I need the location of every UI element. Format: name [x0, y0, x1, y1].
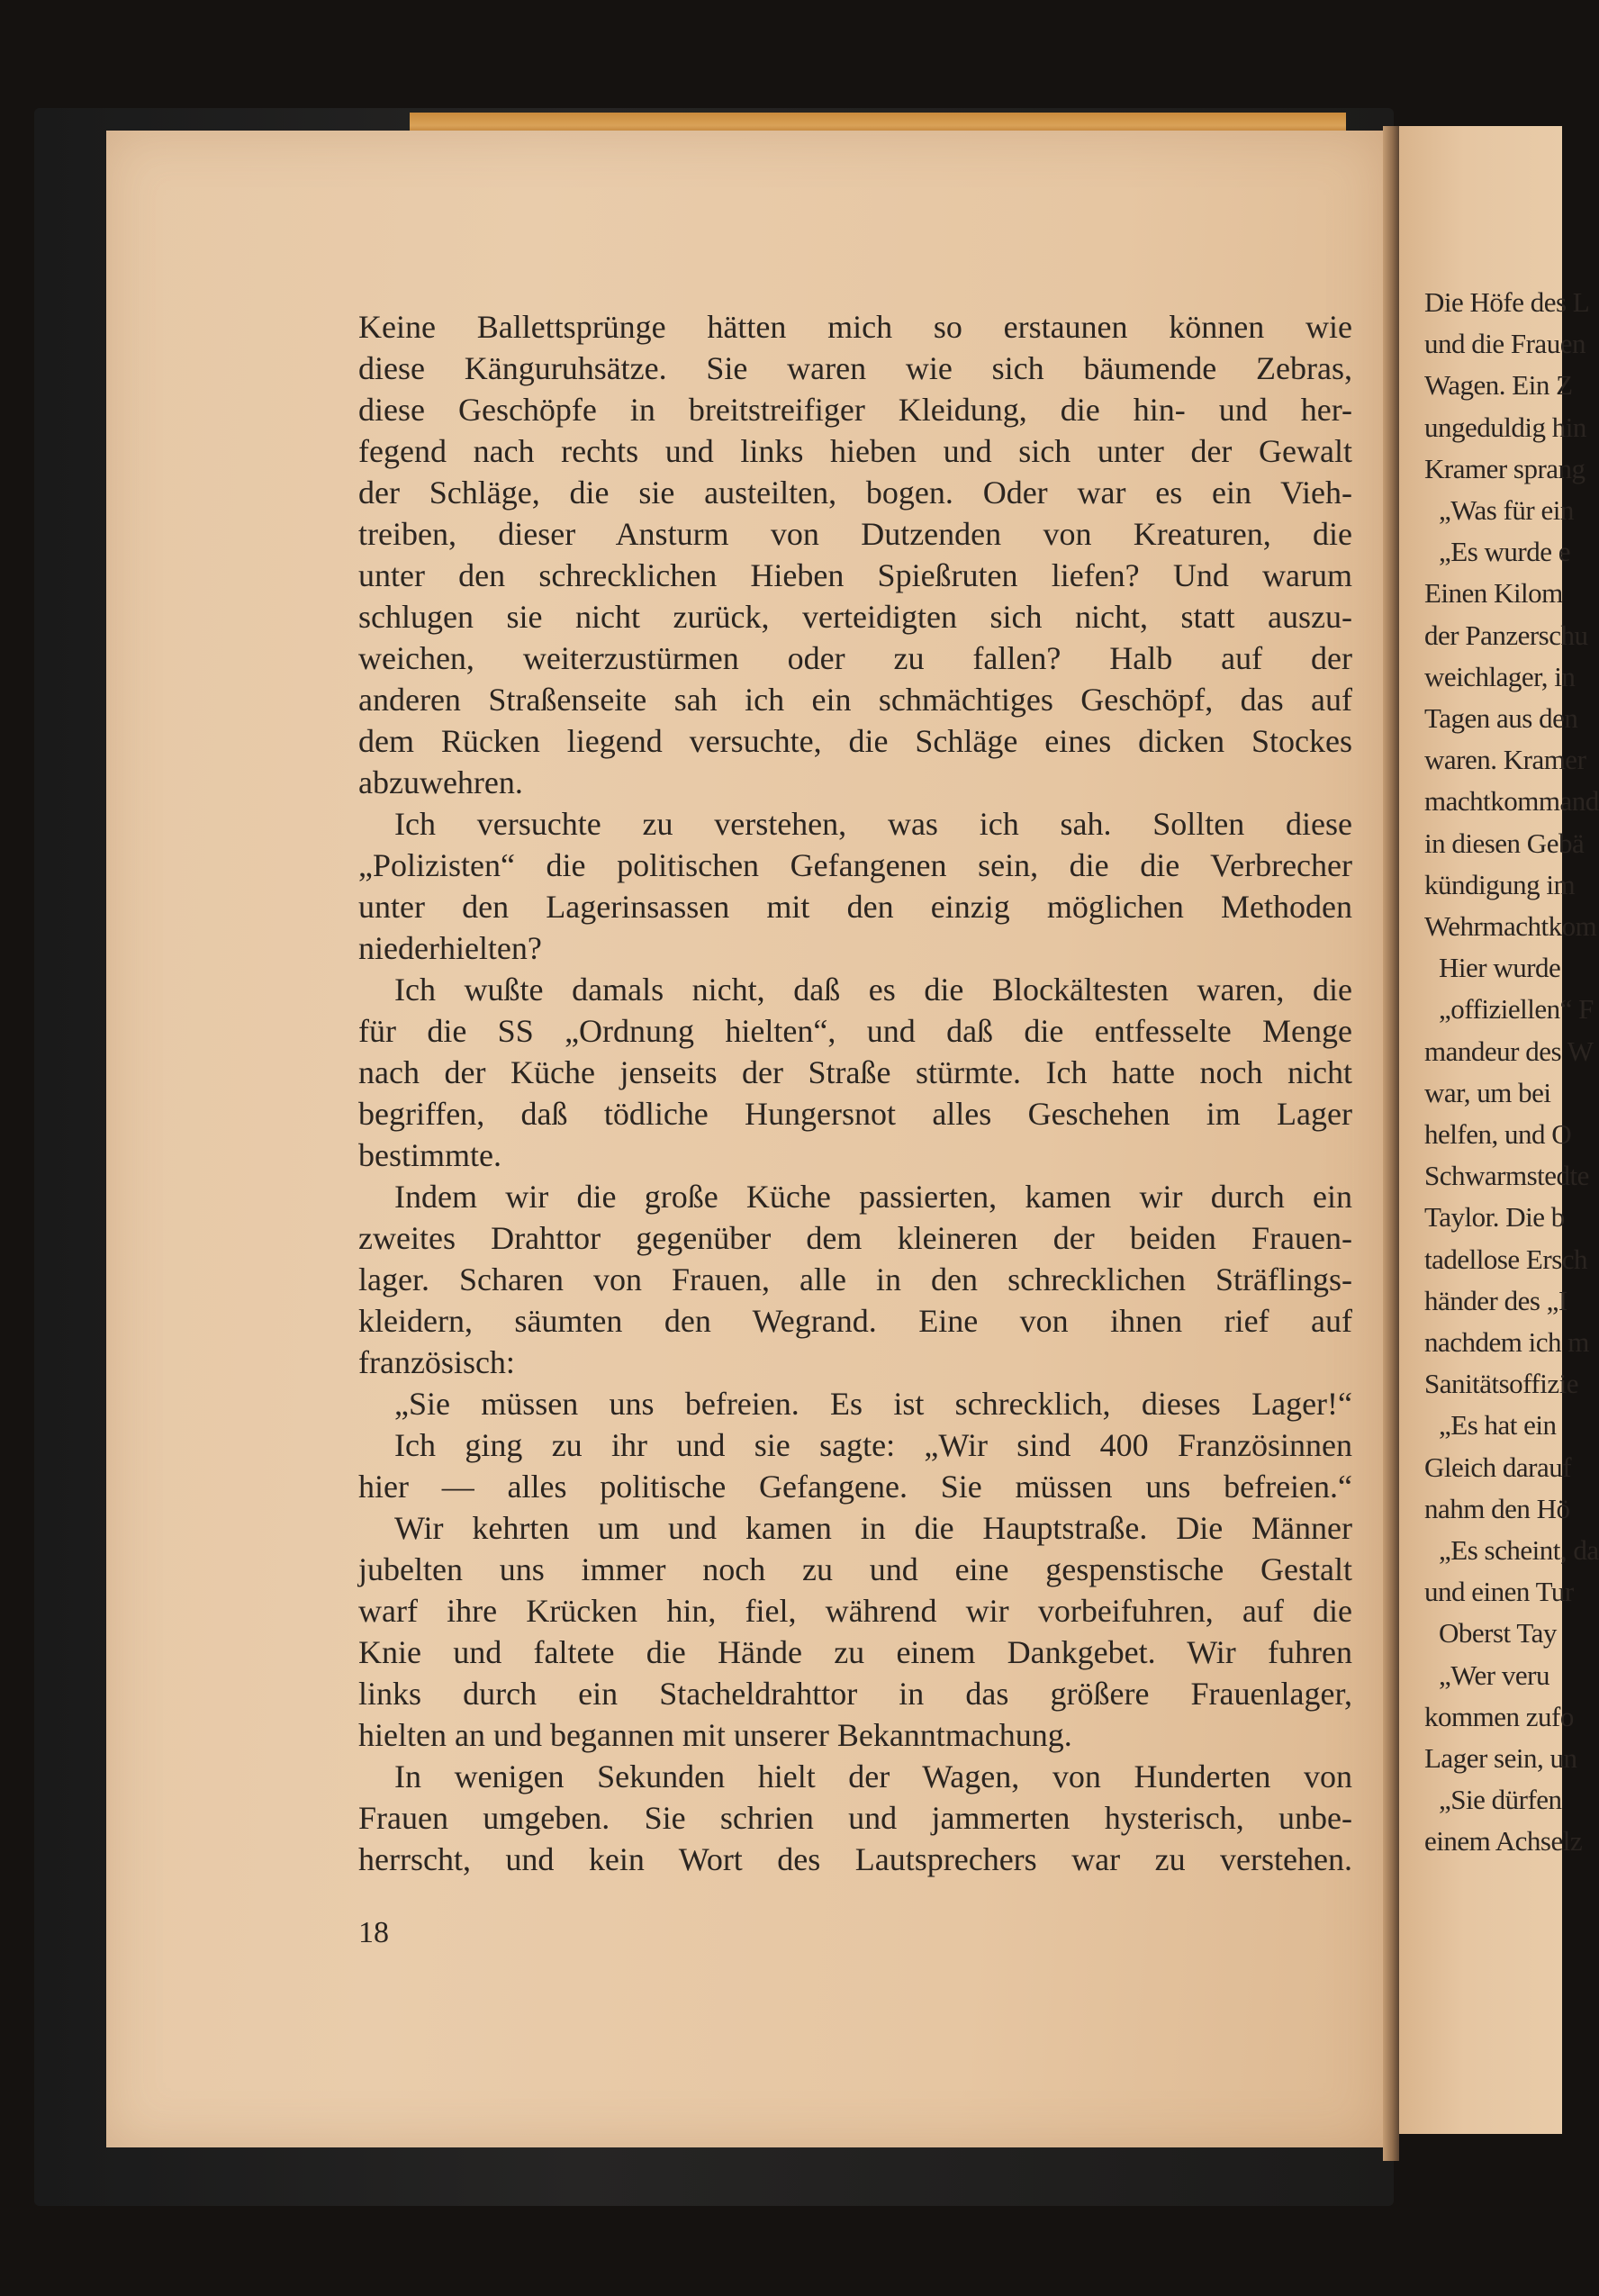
- right-page-line: „Es wurde e: [1439, 536, 1570, 568]
- right-page-line: Wagen. Ein Z: [1424, 369, 1573, 402]
- right-page-line: machtkommand: [1424, 785, 1599, 818]
- text-line: links durch ein Stacheldrahttor in das größere Frauenlager,: [358, 1676, 1352, 1712]
- right-page-line: mandeur des W: [1424, 1035, 1594, 1067]
- text-line: warf ihre Krücken hin, fiel, während wir vorbeifuhren, auf die: [358, 1593, 1352, 1629]
- text-line: Knie und faltete die Hände zu einem Dankgebet. Wir fuhren: [358, 1634, 1352, 1670]
- text-line: Frauen umgeben. Sie schrien und jammerten hysterisch, unbe-: [358, 1800, 1352, 1836]
- right-page-line: weichlager, in: [1424, 660, 1576, 692]
- right-page-line: Tagen aus den: [1424, 702, 1578, 734]
- text-line: Ich wußte damals nicht, daß es die Blockältesten waren, die: [394, 972, 1352, 1008]
- text-line: „Sie müssen uns befreien. Es ist schrecklich, dieses Lager!“: [394, 1386, 1352, 1422]
- text-line: weichen, weiterzustürmen oder zu fallen? Halb auf der: [358, 640, 1352, 676]
- text-line: Wir kehrten um und kamen in die Hauptstraße. Die Männer: [394, 1510, 1352, 1546]
- text-line: anderen Straßenseite sah ich ein schmächtiges Geschöpf, das auf: [358, 682, 1352, 718]
- right-page-line: helfen, und O: [1424, 1118, 1572, 1150]
- text-line: unter den schrecklichen Hieben Spießruten liefen? Und warum: [358, 557, 1352, 593]
- right-page-line: der Panzerschu: [1424, 619, 1588, 651]
- right-page-line: kündigung im: [1424, 868, 1576, 900]
- text-line: zweites Drahttor gegenüber dem kleineren der beiden Frauen-: [358, 1220, 1352, 1256]
- text-line: niederhielten?: [358, 930, 542, 966]
- right-page-line: „offiziellen“ F: [1439, 993, 1594, 1026]
- right-page-line: Hier wurde: [1439, 952, 1561, 984]
- right-page-line: Einen Kilom: [1424, 577, 1563, 610]
- text-line: hielten an und begannen mit unserer Bekanntmachung.: [358, 1717, 1072, 1753]
- right-page-line: „Wer veru: [1439, 1659, 1549, 1691]
- text-line: Keine Ballettsprünge hätten mich so erstaunen können wie: [358, 309, 1352, 345]
- right-page-line: war, um bei: [1424, 1076, 1551, 1108]
- text-line: dem Rücken liegend versuchte, die Schläge eines dicken Stockes: [358, 723, 1352, 759]
- right-page-line: Schwarmstedte: [1424, 1160, 1589, 1192]
- right-page-line: nahm den Hö: [1424, 1492, 1570, 1524]
- text-line: hier — alles politische Gefangene. Sie müssen uns befreien.“: [358, 1469, 1352, 1505]
- right-page-line: und einen Tur: [1424, 1576, 1574, 1608]
- right-page-line: Die Höfe des L: [1424, 286, 1590, 318]
- right-page-line: „Was für ein: [1439, 494, 1574, 526]
- text-line: diese Geschöpfe in breitstreifiger Kleidung, die hin- und her-: [358, 392, 1352, 428]
- text-line: Ich versuchte zu verstehen, was ich sah. Sollten diese: [394, 806, 1352, 842]
- text-line: jubelten uns immer noch zu und eine gespenstische Gestalt: [358, 1551, 1352, 1587]
- text-line: abzuwehren.: [358, 764, 523, 800]
- right-page-line: Sanitätsoffizie: [1424, 1368, 1578, 1400]
- text-line: schlugen sie nicht zurück, verteidigten sich nicht, statt auszu-: [358, 599, 1352, 635]
- text-line: französisch:: [358, 1344, 515, 1380]
- right-page-line: und die Frauen: [1424, 328, 1585, 360]
- text-line: bestimmte.: [358, 1137, 501, 1173]
- text-line: lager. Scharen von Frauen, alle in den schrecklichen Sträflings-: [358, 1261, 1352, 1297]
- text-line: treiben, dieser Ansturm von Dutzenden von Kreaturen, die: [358, 516, 1352, 552]
- right-page-line: tadellose Ersch: [1424, 1243, 1588, 1275]
- right-page-line: Wehrmachtkom: [1424, 910, 1597, 942]
- right-page-line: waren. Kramer: [1424, 744, 1586, 776]
- text-line: unter den Lagerinsassen mit den einzig möglichen Methoden: [358, 889, 1352, 925]
- right-page-line: ungeduldig hin: [1424, 411, 1586, 443]
- book-gutter: [1383, 126, 1399, 2161]
- right-page-line: Kramer sprang: [1424, 452, 1585, 484]
- text-line: diese Känguruhsätze. Sie waren wie sich bäumende Zebras,: [358, 350, 1352, 386]
- right-page-line: händer des „I: [1424, 1284, 1567, 1316]
- text-line: In wenigen Sekunden hielt der Wagen, von Hunderten von: [394, 1758, 1352, 1794]
- text-line: der Schläge, die sie austeilten, bogen. Oder war es ein Vieh-: [358, 475, 1352, 511]
- left-page-text: [358, 306, 1352, 1880]
- text-line: Indem wir die große Küche passierten, kamen wir durch ein: [394, 1179, 1352, 1215]
- right-page-line: „Sie dürfen: [1439, 1784, 1562, 1816]
- text-line: kleidern, säumten den Wegrand. Eine von ihnen rief auf: [358, 1303, 1352, 1339]
- right-page-line: „Es hat ein: [1439, 1409, 1557, 1442]
- right-page-line: Taylor. Die b: [1424, 1201, 1565, 1234]
- page-number: 18: [358, 1916, 389, 1949]
- right-page-line: Lager sein, un: [1424, 1742, 1577, 1774]
- text-line: „Polizisten“ die politischen Gefangenen sein, die die Verbrecher: [358, 847, 1352, 883]
- text-line: für die SS „Ordnung hielten“, und daß die entfesselte Menge: [358, 1013, 1352, 1049]
- right-page-line: einem Achselz: [1424, 1825, 1583, 1858]
- right-page-line: kommen zufo: [1424, 1700, 1574, 1732]
- text-line: nach der Küche jenseits der Straße stürmte. Ich hatte noch nicht: [358, 1054, 1352, 1090]
- right-page: [1399, 126, 1599, 2134]
- right-page-line: Gleich darauf: [1424, 1451, 1572, 1483]
- text-line: herrscht, und kein Wort des Lautsprechers war zu verstehen.: [358, 1841, 1352, 1877]
- right-page-line: in diesen Gebä: [1424, 827, 1585, 859]
- right-page-line: nachdem ich m: [1424, 1326, 1589, 1358]
- text-line: Ich ging zu ihr und sie sagte: „Wir sind 400 Französinnen: [394, 1427, 1352, 1463]
- text-line: fegend nach rechts und links hieben und sich unter der Gewalt: [358, 433, 1352, 469]
- right-page-line: „Es scheint, da: [1439, 1534, 1599, 1566]
- text-line: begriffen, daß tödliche Hungersnot alles Geschehen im Lager: [358, 1096, 1352, 1132]
- right-page-line: Oberst Tay: [1439, 1617, 1557, 1650]
